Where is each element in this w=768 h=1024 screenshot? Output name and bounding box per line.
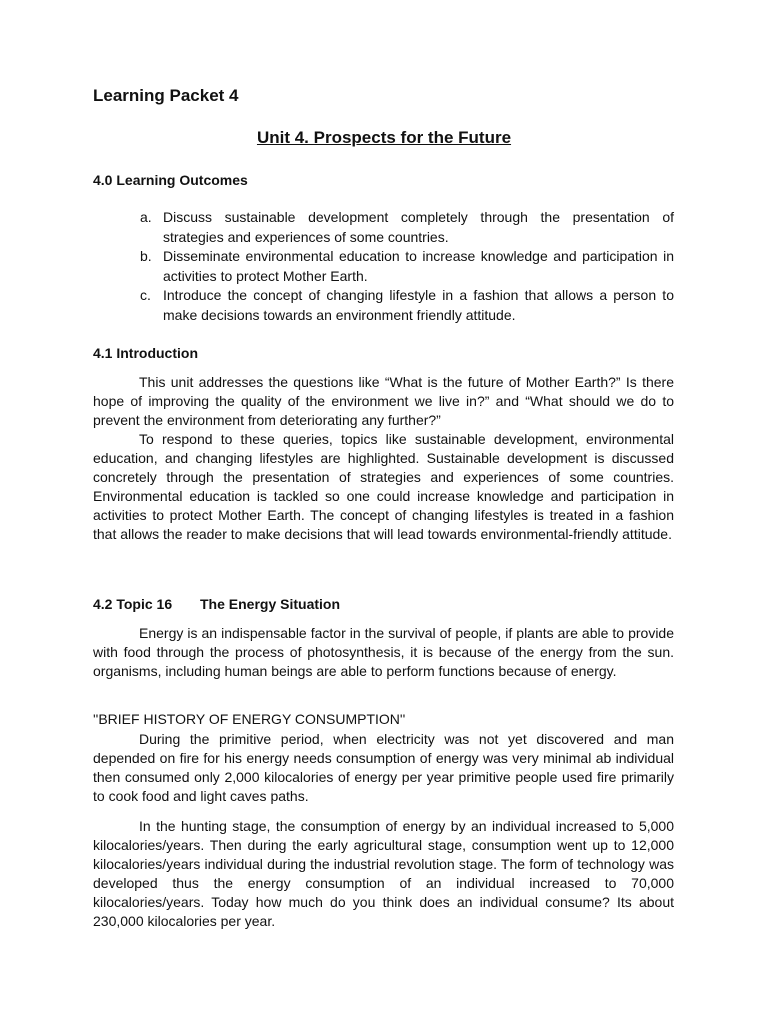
list-item-text: Disseminate environmental education to increase knowledge and participation in activities to protect Mother Earth. xyxy=(163,248,674,284)
list-item xyxy=(140,286,674,325)
outcomes-heading: 4.0 Learning Outcomes xyxy=(93,172,248,188)
packet-title: Learning Packet 4 xyxy=(93,86,239,105)
intro-body xyxy=(93,373,674,544)
hunting-body xyxy=(93,817,674,931)
history-paragraph: During the primitive period, when electricity was not yet discovered and man depended on fire for his energy needs consumption of energy was very minimal ab individual then consumed only 2,000 kilocalories of energy per year primitive people used fire primarily to cook food and light caves paths. xyxy=(93,731,674,804)
history-body xyxy=(93,730,674,806)
list-item xyxy=(140,247,674,286)
outcomes-list xyxy=(140,208,674,325)
topic-number: 4.2 Topic 16 xyxy=(93,596,173,612)
intro-paragraph: To respond to these queries, topics like sustainable development, environmental education, and changing lifestyles are highlighted. Sustainable development is discussed concretely through the presentation of strategies and experiences of some countries. Environmental education is tackled so one could increase knowledge and participation in activities to protect Mother Earth. The concept of changing lifestyles is treated in a fashion that allows the reader to make decisions that will lead towards environmental-friendly attitude. xyxy=(93,431,674,542)
energy-paragraph: Energy is an indispensable factor in the survival of people, if plants are able to provide with food through the process of photosynthesis, it is because of the energy from the sun. organisms, including human beings are able to perform functions because of energy. xyxy=(93,625,674,679)
list-item-label: b. xyxy=(140,248,152,264)
energy-body xyxy=(93,624,674,681)
list-item-label: c. xyxy=(140,287,151,303)
list-item-text: Introduce the concept of changing lifestyle in a fashion that allows a person to make decisions towards an environment friendly attitude. xyxy=(163,287,674,323)
list-item xyxy=(140,208,674,247)
list-item-label: a. xyxy=(140,209,152,225)
topic-title: The Energy Situation xyxy=(200,596,341,612)
intro-paragraph: This unit addresses the questions like “What is the future of Mother Earth?” Is there hope of improving the quality of the environment we live in?” and “What should we do to prevent the environment from deteriorating any further?” xyxy=(93,374,674,428)
list-item-text: Discuss sustainable development completely through the presentation of strategies and experiences of some countries. xyxy=(163,209,674,245)
history-heading: ''BRIEF HISTORY OF ENERGY CONSUMPTION'' xyxy=(93,711,406,727)
intro-heading: 4.1 Introduction xyxy=(93,345,198,361)
unit-title: Unit 4. Prospects for the Future xyxy=(256,128,512,147)
hunting-paragraph: In the hunting stage, the consumption of energy by an individual increased to 5,000 kilocalories/years. Then during the early agricultural stage, consumption went up to 12,000 kilocalories/years individual during the industrial revolution stage. The form of technology was developed thus the energy consumption of an individual increased to 70,000 kilocalories/years. Today how much do you think does an individual consume? Its about 230,000 kilocalories per year. xyxy=(93,818,674,929)
topic-heading xyxy=(93,596,340,612)
